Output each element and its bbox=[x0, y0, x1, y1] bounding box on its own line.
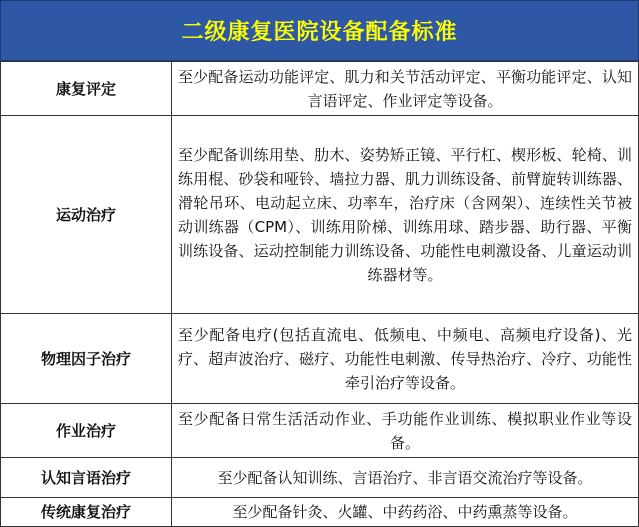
table-row bbox=[1, 62, 639, 116]
row-description: 至少配备运动功能评定、肌力和关节活动评定、平衡功能评定、认知言语评定、作业评定等设备。 bbox=[172, 62, 639, 116]
table-title: 二级康复医院设备配备标准 bbox=[0, 0, 639, 61]
row-category: 物理因子治疗 bbox=[1, 314, 172, 404]
row-description: 至少配备认知训练、言语治疗、非言语交流治疗等设备。 bbox=[172, 458, 639, 498]
row-description: 至少配备电疗(包括直流电、低频电、中频电、高频电疗设备)、光疗、超声波治疗、磁疗、功能性电刺激、传导热治疗、冷疗、功能性牵引治疗等设备。 bbox=[172, 314, 639, 404]
row-description: 至少配备日常生活活动作业、手功能作业训练、模拟职业作业等设备。 bbox=[172, 404, 639, 458]
table-row bbox=[1, 404, 639, 458]
table-row bbox=[1, 116, 639, 314]
equipment-standard-table bbox=[0, 61, 639, 527]
row-category: 运动治疗 bbox=[1, 116, 172, 314]
row-description: 至少配备针灸、火罐、中药药浴、中药熏蒸等设备。 bbox=[172, 498, 639, 527]
row-description: 至少配备训练用垫、肋木、姿势矫正镜、平行杠、楔形板、轮椅、训练用棍、砂袋和哑铃、墙拉力器、肌力训练设备、前臂旋转训练器、滑轮吊环、电动起立床、功率车，治疗床（含网架）、连续性关节被动训练器（CPM）、训练用阶梯、训练用球、踏步器、助行器、平衡训练设备、运动控制能力训练设备、功能性电刺激设备、儿童运动训练器材等。 bbox=[172, 116, 639, 314]
table-row bbox=[1, 458, 639, 498]
row-category: 作业治疗 bbox=[1, 404, 172, 458]
row-category: 传统康复治疗 bbox=[1, 498, 172, 527]
table-row bbox=[1, 498, 639, 527]
row-category: 康复评定 bbox=[1, 62, 172, 116]
table-row bbox=[1, 314, 639, 404]
row-category: 认知言语治疗 bbox=[1, 458, 172, 498]
